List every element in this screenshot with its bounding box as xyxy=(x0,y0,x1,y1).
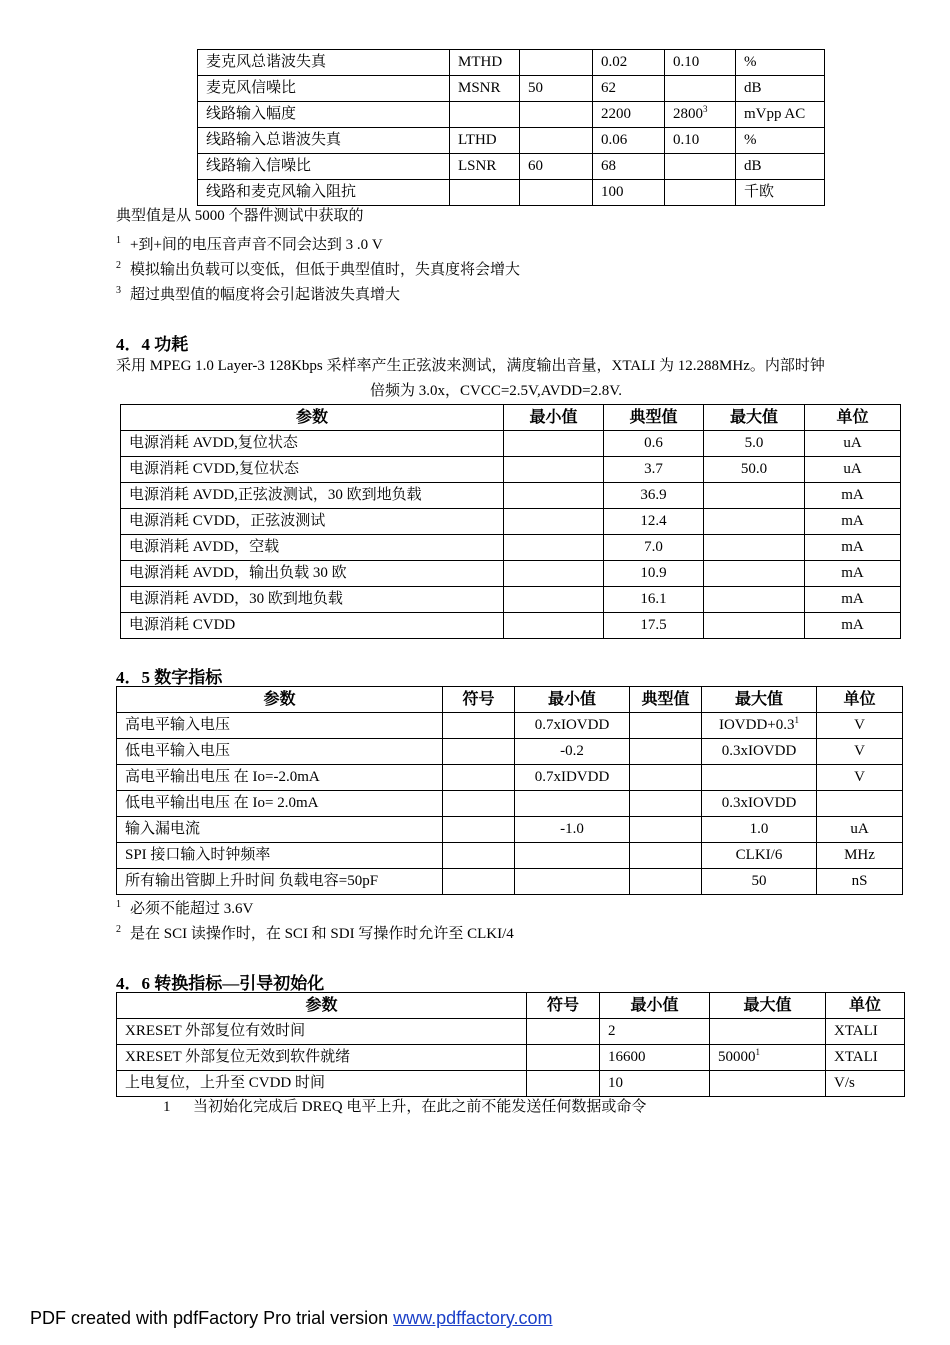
table-cell xyxy=(704,509,805,535)
table-cell: 12.4 xyxy=(604,509,704,535)
table-cell: V/s xyxy=(826,1071,905,1097)
table-cell: 0.10 xyxy=(665,128,736,154)
table-cell: 0.3xIOVDD xyxy=(702,739,817,765)
typical-values-note: 典型值是从 5000 个器件测试中获取的 xyxy=(116,208,364,224)
table-cell: SPI 接口输入时钟频率 xyxy=(117,843,443,869)
table-cell: V xyxy=(817,713,903,739)
digital-footnote-2: 2 是在 SCI 读操作时，在 SCI 和 SDI 写操作时允许至 CLKI/4 xyxy=(116,924,514,942)
footnote-2: 2 模拟输出负载可以变低，但低于典型值时，失真度将会增大 xyxy=(116,260,521,278)
table-cell xyxy=(504,431,604,457)
table-cell: uA xyxy=(805,457,901,483)
section-heading-digital: 4．5 数字指标 xyxy=(116,668,223,687)
table-cell xyxy=(443,765,515,791)
table-cell xyxy=(665,76,736,102)
pdffactory-link[interactable]: www.pdffactory.com xyxy=(393,1308,553,1328)
table-header-row xyxy=(117,993,905,1019)
table-cell: 100 xyxy=(593,180,665,206)
table-cell: 0.02 xyxy=(593,50,665,76)
table-cell: 2800$^3$ xyxy=(665,102,736,128)
table-cell: 千欧 xyxy=(736,180,825,206)
table-row xyxy=(121,535,901,561)
table-row xyxy=(117,1045,905,1071)
table-cell xyxy=(630,817,702,843)
table-cell xyxy=(527,1071,600,1097)
table-row xyxy=(117,1071,905,1097)
table-cell: XRESET 外部复位有效时间 xyxy=(117,1019,527,1045)
table-cell xyxy=(630,713,702,739)
table-row xyxy=(198,180,825,206)
table-cell: 5.0 xyxy=(704,431,805,457)
table-cell: MTHD xyxy=(450,50,520,76)
table-cell xyxy=(443,739,515,765)
table-row xyxy=(198,102,825,128)
table-cell xyxy=(515,869,630,895)
table-row xyxy=(117,843,903,869)
table-cell: mA xyxy=(805,613,901,639)
table-cell xyxy=(710,1019,826,1045)
table-cell: MHz xyxy=(817,843,903,869)
table-cell: 电源消耗 CVDD,复位状态 xyxy=(121,457,504,483)
column-header: 最小值 xyxy=(600,993,710,1019)
analog-spec-table xyxy=(197,49,825,206)
table-cell: 电源消耗 AVDD,正弦波测试，30 欧到地负载 xyxy=(121,483,504,509)
table-cell xyxy=(520,50,593,76)
table-row xyxy=(198,50,825,76)
table-cell xyxy=(704,483,805,509)
table-row xyxy=(117,713,903,739)
boot-init-footnote-1: 1 当初始化完成后 DREQ 电平上升，在此之前不能发送任何数据或命令 xyxy=(163,1099,647,1115)
table-cell: uA xyxy=(817,817,903,843)
table-cell: 电源消耗 AVDD，输出负载 30 欧 xyxy=(121,561,504,587)
table-cell: 上电复位，上升至 CVDD 时间 xyxy=(117,1071,527,1097)
table-cell: 线路输入信噪比 xyxy=(198,154,450,180)
column-header: 最小值 xyxy=(515,687,630,713)
column-header: 单位 xyxy=(817,687,903,713)
table-row xyxy=(117,739,903,765)
table-row xyxy=(198,76,825,102)
table-cell xyxy=(504,561,604,587)
table-cell xyxy=(443,817,515,843)
table-cell xyxy=(665,154,736,180)
table-cell: -0.2 xyxy=(515,739,630,765)
table-cell: 麦克风信噪比 xyxy=(198,76,450,102)
table-cell: 所有输出管脚上升时间 负载电容=50pF xyxy=(117,869,443,895)
table-cell: mA xyxy=(805,483,901,509)
section-heading-power: 4．4 功耗 xyxy=(116,335,189,354)
table-cell xyxy=(630,739,702,765)
table-cell: LSNR xyxy=(450,154,520,180)
table-cell xyxy=(702,765,817,791)
table-cell: MSNR xyxy=(450,76,520,102)
table-cell: $IOVDD+0.3^1$ xyxy=(702,713,817,739)
table-cell: 1.0 xyxy=(702,817,817,843)
table-cell: -1.0 xyxy=(515,817,630,843)
table-cell: 3.7 xyxy=(604,457,704,483)
table-cell: 电源消耗 AVDD，30 欧到地负载 xyxy=(121,587,504,613)
table-cell xyxy=(630,791,702,817)
table-row xyxy=(121,431,901,457)
table-cell: 0.06 xyxy=(593,128,665,154)
table-cell xyxy=(504,457,604,483)
footnote-marker: 3 xyxy=(703,104,708,114)
table-row xyxy=(117,765,903,791)
table-cell: 36.9 xyxy=(604,483,704,509)
table-cell xyxy=(704,587,805,613)
table-row xyxy=(121,457,901,483)
table-cell: mVpp AC xyxy=(736,102,825,128)
table-cell: mA xyxy=(805,587,901,613)
table-cell xyxy=(704,613,805,639)
table-cell xyxy=(817,791,903,817)
column-header: 最大值 xyxy=(704,405,805,431)
table-cell: 10.9 xyxy=(604,561,704,587)
table-row xyxy=(117,1019,905,1045)
table-cell: 电源消耗 CVDD，正弦波测试 xyxy=(121,509,504,535)
table-cell xyxy=(443,791,515,817)
table-cell: 线路输入总谐波失真 xyxy=(198,128,450,154)
table-cell: 0.7xIOVDD xyxy=(515,713,630,739)
table-cell xyxy=(504,509,604,535)
table-cell: CLKI/6 xyxy=(702,843,817,869)
column-header: 典型值 xyxy=(604,405,704,431)
digital-spec-table xyxy=(116,686,903,895)
table-cell: % xyxy=(736,128,825,154)
table-cell: 68 xyxy=(593,154,665,180)
table-cell xyxy=(443,843,515,869)
table-cell xyxy=(630,843,702,869)
table-cell: XRESET 外部复位无效到软件就绪 xyxy=(117,1045,527,1071)
table-cell: dB xyxy=(736,76,825,102)
column-header: 符号 xyxy=(443,687,515,713)
table-cell: 高电平输出电压 在 Io=-2.0mA xyxy=(117,765,443,791)
column-header: 符号 xyxy=(527,993,600,1019)
table-cell: 线路输入幅度 xyxy=(198,102,450,128)
table-cell: nS xyxy=(817,869,903,895)
table-row xyxy=(117,791,903,817)
table-cell xyxy=(450,102,520,128)
table-cell: V xyxy=(817,739,903,765)
table-cell: 50 xyxy=(702,869,817,895)
table-cell xyxy=(520,102,593,128)
table-cell: 2 xyxy=(600,1019,710,1045)
table-cell: 16600 xyxy=(600,1045,710,1071)
table-cell: 高电平输入电压 xyxy=(117,713,443,739)
table-cell: 17.5 xyxy=(604,613,704,639)
table-cell: XTALI xyxy=(826,1019,905,1045)
table-cell xyxy=(527,1045,600,1071)
table-cell: uA xyxy=(805,431,901,457)
power-consumption-table xyxy=(120,404,901,639)
table-cell: 线路和麦克风输入阻抗 xyxy=(198,180,450,206)
table-cell: 输入漏电流 xyxy=(117,817,443,843)
table-cell: LTHD xyxy=(450,128,520,154)
table-cell: % xyxy=(736,50,825,76)
table-cell xyxy=(665,180,736,206)
section-heading-boot-init: 4．6 转换指标—引导初始化 xyxy=(116,974,325,993)
footnote-1: 1 +到+间的电压音声音不同会达到 3 .0 V xyxy=(116,235,383,253)
table-cell xyxy=(450,180,520,206)
table-row xyxy=(121,483,901,509)
table-cell: 7.0 xyxy=(604,535,704,561)
table-cell: 62 xyxy=(593,76,665,102)
table-cell xyxy=(630,765,702,791)
table-cell xyxy=(504,535,604,561)
column-header: 最大值 xyxy=(710,993,826,1019)
table-cell: 0.10 xyxy=(665,50,736,76)
footnote-marker: 1 xyxy=(755,1047,760,1057)
table-cell xyxy=(443,713,515,739)
table-cell: V xyxy=(817,765,903,791)
table-cell xyxy=(504,613,604,639)
table-cell: 50000$^1$ xyxy=(710,1045,826,1071)
power-test-description: 采用 MPEG 1.0 Layer-3 128Kbps 采样率产生正弦波来测试，满度输出音量，XTALI 为 12.288MHz。内部时钟 xyxy=(116,358,825,374)
table-cell: XTALI xyxy=(826,1045,905,1071)
table-cell: mA xyxy=(805,561,901,587)
table-row xyxy=(121,509,901,535)
table-cell: 10 xyxy=(600,1071,710,1097)
table-row xyxy=(198,128,825,154)
table-cell xyxy=(527,1019,600,1045)
footnote-marker: 1 xyxy=(794,715,800,725)
table-cell xyxy=(443,869,515,895)
table-cell xyxy=(710,1071,826,1097)
table-cell xyxy=(520,180,593,206)
pdf-footer xyxy=(30,1308,553,1329)
column-header: 典型值 xyxy=(630,687,702,713)
table-row xyxy=(198,154,825,180)
footer-text: PDF created with pdfFactory Pro trial version xyxy=(30,1308,394,1328)
column-header: 最大值 xyxy=(702,687,817,713)
footnote-3: 3 超过典型值的幅度将会引起谐波失真增大 xyxy=(116,285,401,303)
power-test-description-cont: 倍频为 3.0x，CVCC=2.5V,AVDD=2.8V. xyxy=(370,383,622,399)
table-cell xyxy=(515,791,630,817)
table-cell: 16.1 xyxy=(604,587,704,613)
column-header: 参数 xyxy=(117,687,443,713)
table-cell xyxy=(504,587,604,613)
table-row xyxy=(117,869,903,895)
table-cell xyxy=(704,535,805,561)
table-cell: 2200 xyxy=(593,102,665,128)
table-row xyxy=(121,587,901,613)
column-header: 单位 xyxy=(805,405,901,431)
column-header: 最小值 xyxy=(504,405,604,431)
boot-init-table xyxy=(116,992,905,1097)
table-cell: 低电平输入电压 xyxy=(117,739,443,765)
table-cell: 电源消耗 AVDD，空载 xyxy=(121,535,504,561)
table-cell: 0.7xIDVDD xyxy=(515,765,630,791)
column-header: 参数 xyxy=(121,405,504,431)
table-cell: 50.0 xyxy=(704,457,805,483)
table-header-row xyxy=(121,405,901,431)
table-cell: mA xyxy=(805,535,901,561)
table-cell: dB xyxy=(736,154,825,180)
table-row xyxy=(121,613,901,639)
table-cell: 电源消耗 CVDD xyxy=(121,613,504,639)
table-cell xyxy=(515,843,630,869)
table-cell: 60 xyxy=(520,154,593,180)
table-cell xyxy=(520,128,593,154)
table-row xyxy=(121,561,901,587)
table-cell: 麦克风总谐波失真 xyxy=(198,50,450,76)
table-cell xyxy=(704,561,805,587)
table-header-row xyxy=(117,687,903,713)
table-cell: 0.6 xyxy=(604,431,704,457)
table-cell xyxy=(630,869,702,895)
table-cell xyxy=(504,483,604,509)
table-cell: 低电平输出电压 在 Io= 2.0mA xyxy=(117,791,443,817)
table-cell: mA xyxy=(805,509,901,535)
table-cell: 0.3xIOVDD xyxy=(702,791,817,817)
column-header: 单位 xyxy=(826,993,905,1019)
column-header: 参数 xyxy=(117,993,527,1019)
table-row xyxy=(117,817,903,843)
table-cell: 电源消耗 AVDD,复位状态 xyxy=(121,431,504,457)
table-cell: 50 xyxy=(520,76,593,102)
digital-footnote-1: 1 必须不能超过 3.6V xyxy=(116,899,254,917)
